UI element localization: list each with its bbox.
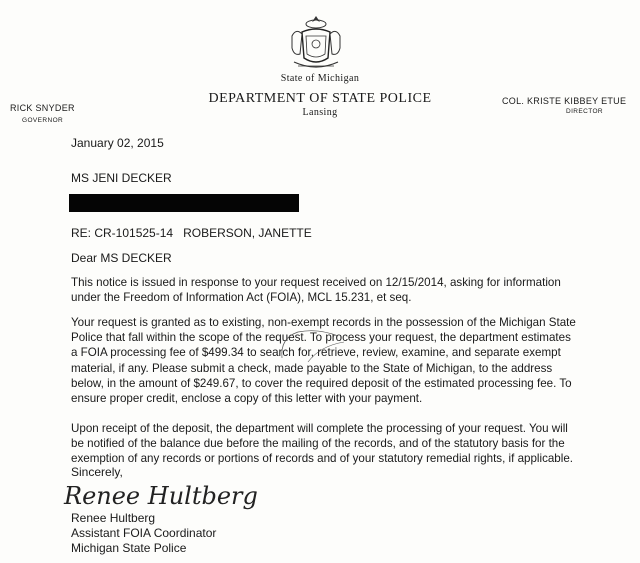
signer-title: Assistant FOIA Coordinator — [71, 526, 217, 540]
letterhead-city: Lansing — [302, 107, 338, 118]
michigan-state-seal-icon — [288, 14, 344, 72]
redacted-address — [69, 194, 299, 212]
director-title: DIRECTOR — [566, 108, 604, 115]
salutation: Dear MS DECKER — [71, 251, 172, 265]
closing: Sincerely, — [71, 465, 123, 479]
paragraph-line: Upon receipt of the deposit, the department will complete the processing of your request. You will — [71, 422, 568, 435]
paragraph-line: ensure proper credit, enclose a copy of this letter with your payment. — [71, 392, 423, 406]
governor-name: RICK SNYDER — [10, 103, 75, 113]
re-line — [71, 226, 312, 240]
letterhead-department: DEPARTMENT OF STATE POLICE — [208, 91, 432, 106]
handwritten-signature — [62, 480, 258, 514]
paragraph-line: This notice is issued in response to your request received on 12/15/2014, asking for information — [71, 276, 561, 289]
signature-text: Renee Hultberg — [64, 482, 258, 510]
recipient-name: MS JENI DECKER — [71, 171, 172, 185]
paragraph-line: below, in the amount of $249.67, to cover the required deposit of the estimated processing fee. To — [71, 376, 572, 390]
paragraph-line: under the Freedom of Information Act (FOIA), MCL 15.231, et seq. — [71, 291, 412, 305]
governor-title: GOVERNOR — [22, 117, 64, 124]
paragraph-line: exemption of any records or portions of records and of your statutory remedial rights, if applicable. — [71, 452, 574, 466]
paragraph-line: be notified of the balance due before the mailing of the records, and of the statutory basis for the — [71, 437, 565, 451]
paragraph-line: Your request is granted as to existing, non-exempt records in the possession of the Michigan State — [71, 316, 576, 329]
paragraph-3 — [71, 421, 611, 467]
case-number: RE: CR-101525-14 — [71, 226, 174, 240]
letter-date: January 02, 2015 — [71, 136, 164, 150]
letterhead-state: State of Michigan — [280, 73, 360, 84]
signer-org: Michigan State Police — [71, 541, 187, 555]
paragraph-1 — [71, 275, 611, 305]
subject-name: ROBERSON, JANETTE — [183, 226, 312, 240]
paragraph-line: a FOIA processing fee of $499.34 to search for, retrieve, review, examine, and separate exempt — [71, 346, 561, 360]
signer-name: Renee Hultberg — [71, 511, 156, 525]
paragraph-line: Police that fall within the scope of the request. To process your request, the department estimates — [71, 331, 571, 345]
pen-mark-icon — [278, 328, 348, 364]
paragraph-line: material, if any. Please submit a check, made payable to the State of Michigan, to the address — [71, 361, 553, 375]
director-name: COL. KRISTE KIBBEY ETUE — [502, 96, 627, 106]
